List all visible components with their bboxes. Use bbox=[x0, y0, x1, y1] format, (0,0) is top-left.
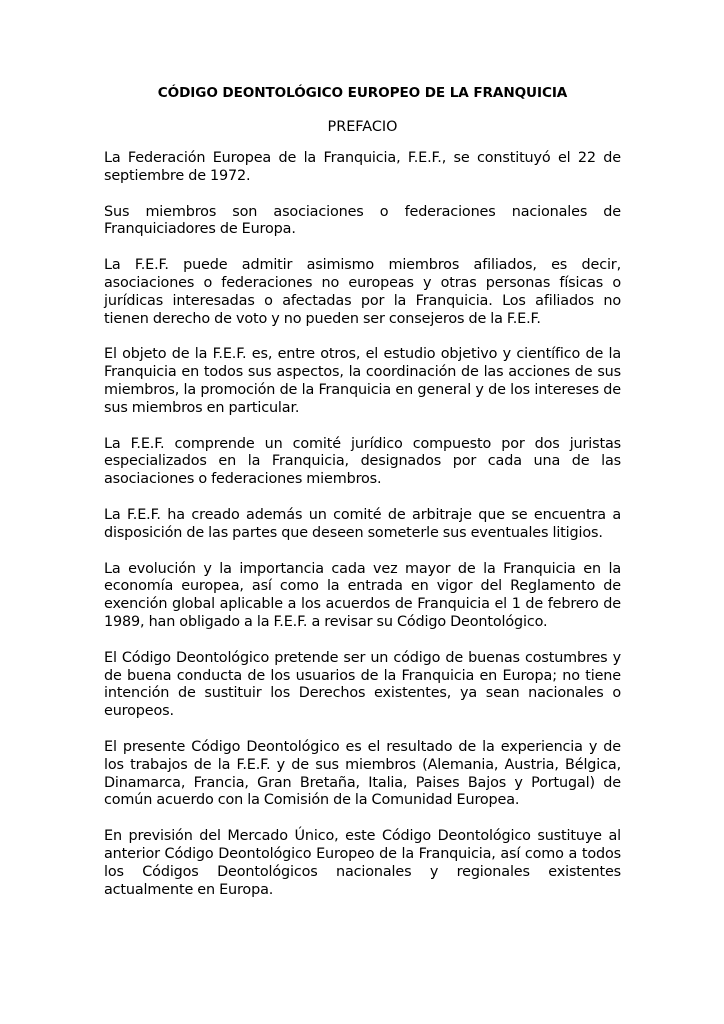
paragraph-members: Sus miembros son asociaciones o federaciones nacionales de Franquiciadores de Europa. bbox=[104, 203, 621, 238]
document-title: CÓDIGO DEONTOLÓGICO EUROPEO DE LA FRANQUICIA bbox=[157, 85, 568, 101]
paragraph-affiliates: La F.E.F. puede admitir asimismo miembros afiliados, es decir, asociaciones o federaciones no europeas y otras personas físicas o jurídicas interesadas o afectadas por la Franquicia. Los afiliados no tienen derecho de voto y no pueden ser consejeros de la F.E.F. bbox=[104, 257, 621, 327]
paragraph-single-market: En previsión del Mercado Único, este Código Deontológico sustituye al anterior Código Deontológico Europeo de la Franquicia, así como a todos los Códigos Deontológicos nacionales y regionales existentes actualmente en Europa. bbox=[104, 828, 621, 898]
paragraph-founding: La Federación Europea de la Franquicia, F.E.F., se constituyó el 22 de septiembre de 1972. bbox=[104, 150, 621, 184]
section-heading-prefacio: PREFACIO bbox=[327, 119, 398, 135]
paragraph-objective: El objeto de la F.E.F. es, entre otros, el estudio objetivo y científico de la Franquicia en todos sus aspectos, la coordinación de las acciones de sus miembros, la promoción de la Franquicia en general y de los intereses de sus miembros en particular. bbox=[104, 346, 621, 416]
paragraph-evolution: La evolución y la importancia cada vez mayor de la Franquicia en la economía europea, así como la entrada en vigor del Reglamento de exención global aplicable a los acuerdos de Franquicia el 1 de febrero de 1989, han obligado a la F.E.F. a revisar su Código Deontológico. bbox=[104, 560, 621, 630]
paragraph-code-origin: El presente Código Deontológico es el resultado de la experiencia y de los trabajos de la F.E.F. y de sus miembros (Alemania, Austria, Bélgica, Dinamarca, Francia, Gran Bretaña, Italia, Paises Bajos y Portugal) de común acuerdo con la Comisión de la Comunidad Europea. bbox=[104, 738, 621, 809]
document-page bbox=[104, 84, 621, 917]
paragraph-legal-committee: La F.E.F. comprende un comité jurídico compuesto por dos juristas especializados en la Franquicia, designados por cada una de las asociaciones o federaciones miembros. bbox=[104, 435, 621, 488]
paragraph-arbitration-committee: La F.E.F. ha creado además un comité de arbitraje que se encuentra a disposición de las partes que deseen someterle sus eventuales litigios. bbox=[104, 506, 621, 541]
paragraph-code-purpose: El Código Deontológico pretende ser un código de buenas costumbres y de buena conducta de los usuarios de la Franquicia en Europa; no tiene intención de sustituir los Derechos existentes, ya sean nacionales o europeos. bbox=[104, 649, 621, 720]
